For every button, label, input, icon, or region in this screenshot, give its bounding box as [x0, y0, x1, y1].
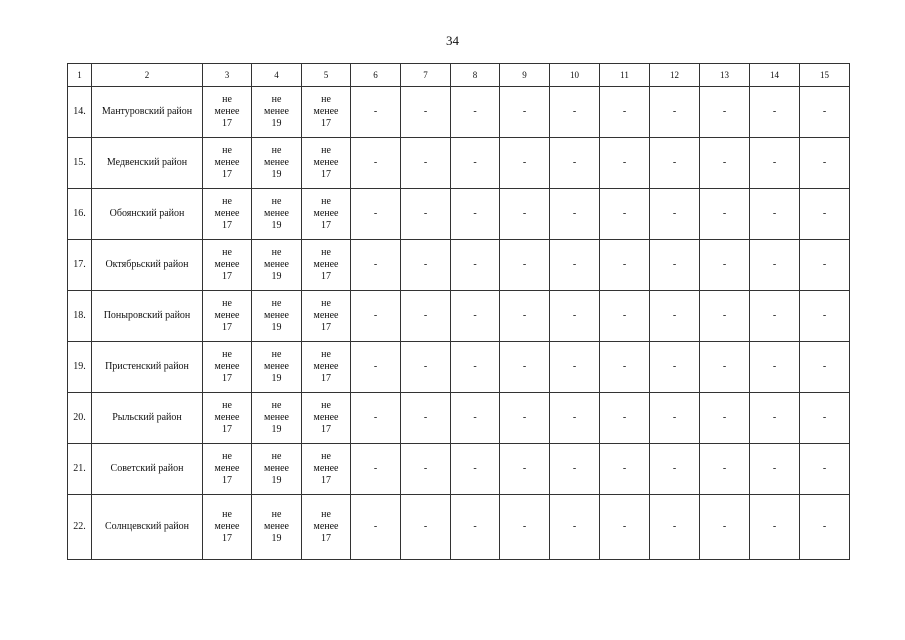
value-cell-c3: [203, 342, 252, 393]
empty-value-cell: -: [700, 393, 750, 444]
empty-value-cell: -: [600, 240, 650, 291]
value-line: менее: [214, 412, 240, 423]
empty-value-cell: -: [550, 495, 600, 560]
column-header-10: 10: [550, 64, 600, 87]
value-line: 17: [222, 533, 232, 544]
empty-value-cell: -: [700, 291, 750, 342]
page-number: 34: [446, 33, 459, 48]
value-line: не: [271, 509, 282, 520]
empty-value-cell: -: [750, 87, 800, 138]
value-line: не: [222, 247, 232, 258]
value-line: не: [222, 298, 232, 309]
empty-value-cell: -: [351, 495, 401, 560]
empty-value-cell: -: [351, 138, 401, 189]
table-row: [68, 138, 850, 189]
empty-value-cell: -: [351, 240, 401, 291]
value-line: не: [271, 349, 282, 360]
empty-value-cell: -: [351, 393, 401, 444]
empty-value-cell: -: [800, 495, 850, 560]
empty-value-cell: -: [750, 240, 800, 291]
empty-value-cell: -: [550, 189, 600, 240]
value-line: менее: [313, 157, 339, 168]
empty-value-cell: -: [500, 495, 550, 560]
empty-value-cell: -: [401, 138, 451, 189]
row-number: 14.: [68, 87, 92, 138]
empty-value-cell: -: [650, 342, 700, 393]
value-line: менее: [313, 208, 339, 219]
value-cell-c5: [302, 189, 351, 240]
empty-value-cell: -: [451, 189, 500, 240]
value-line: не: [271, 400, 282, 411]
empty-value-cell: -: [800, 240, 850, 291]
row-number: 19.: [68, 342, 92, 393]
value-line: 19: [271, 533, 282, 544]
value-line: менее: [313, 463, 339, 474]
value-cell-c3: [203, 240, 252, 291]
empty-value-cell: -: [600, 393, 650, 444]
table-row: [68, 393, 850, 444]
empty-value-cell: -: [750, 444, 800, 495]
column-header-15: 15: [800, 64, 850, 87]
empty-value-cell: -: [800, 291, 850, 342]
value-line: 19: [271, 475, 282, 486]
value-line: не: [222, 509, 232, 520]
value-line: менее: [214, 106, 240, 117]
empty-value-cell: -: [500, 291, 550, 342]
empty-value-cell: -: [800, 444, 850, 495]
empty-value-cell: -: [750, 138, 800, 189]
value-cell-c3: [203, 87, 252, 138]
empty-value-cell: -: [750, 291, 800, 342]
empty-value-cell: -: [500, 189, 550, 240]
value-line: не: [271, 196, 282, 207]
empty-value-cell: -: [451, 87, 500, 138]
empty-value-cell: -: [650, 189, 700, 240]
value-line: менее: [264, 463, 289, 474]
value-line: менее: [313, 361, 339, 372]
empty-value-cell: -: [351, 342, 401, 393]
empty-value-cell: -: [750, 495, 800, 560]
value-cell-c3: [203, 138, 252, 189]
value-cell-c4: [252, 444, 302, 495]
empty-value-cell: -: [500, 240, 550, 291]
empty-value-cell: -: [401, 240, 451, 291]
empty-value-cell: -: [351, 444, 401, 495]
value-cell-c5: [302, 393, 351, 444]
empty-value-cell: -: [600, 291, 650, 342]
empty-value-cell: -: [451, 495, 500, 560]
district-name: Октябрьский район: [92, 240, 203, 291]
value-line: менее: [264, 259, 289, 270]
value-line: 17: [321, 475, 331, 486]
value-line: не: [321, 298, 331, 309]
value-line: менее: [264, 106, 289, 117]
empty-value-cell: -: [550, 138, 600, 189]
value-line: 17: [321, 322, 331, 333]
value-cell-c3: [203, 495, 252, 560]
value-line: не: [321, 145, 331, 156]
value-line: 17: [222, 322, 232, 333]
district-name: Медвенский район: [92, 138, 203, 189]
value-line: менее: [214, 310, 240, 321]
table-row: [68, 342, 850, 393]
empty-value-cell: -: [800, 393, 850, 444]
table-row: [68, 444, 850, 495]
column-header-13: 13: [700, 64, 750, 87]
value-line: менее: [264, 412, 289, 423]
value-line: не: [271, 145, 282, 156]
value-line: не: [321, 451, 331, 462]
value-line: не: [222, 451, 232, 462]
value-line: менее: [264, 521, 289, 532]
column-header-4: 4: [252, 64, 302, 87]
column-header-14: 14: [750, 64, 800, 87]
empty-value-cell: -: [750, 189, 800, 240]
value-line: менее: [214, 361, 240, 372]
column-header-5: 5: [302, 64, 351, 87]
value-line: 19: [271, 169, 282, 180]
value-cell-c3: [203, 444, 252, 495]
empty-value-cell: -: [401, 393, 451, 444]
table-row: [68, 87, 850, 138]
empty-value-cell: -: [500, 87, 550, 138]
district-name: Рыльский район: [92, 393, 203, 444]
value-cell-c4: [252, 189, 302, 240]
value-line: не: [271, 451, 282, 462]
empty-value-cell: -: [401, 444, 451, 495]
district-table: [67, 63, 850, 560]
value-cell-c5: [302, 138, 351, 189]
value-line: менее: [313, 259, 339, 270]
empty-value-cell: -: [550, 291, 600, 342]
value-line: не: [321, 94, 331, 105]
district-name: Поныровский район: [92, 291, 203, 342]
empty-value-cell: -: [750, 342, 800, 393]
value-line: не: [222, 94, 232, 105]
value-cell-c4: [252, 495, 302, 560]
empty-value-cell: -: [700, 495, 750, 560]
table-row: [68, 495, 850, 560]
empty-value-cell: -: [650, 393, 700, 444]
value-line: не: [321, 349, 331, 360]
row-number: 22.: [68, 495, 92, 560]
empty-value-cell: -: [401, 189, 451, 240]
empty-value-cell: -: [600, 87, 650, 138]
empty-value-cell: -: [401, 495, 451, 560]
value-line: 19: [271, 271, 282, 282]
empty-value-cell: -: [600, 342, 650, 393]
empty-value-cell: -: [550, 87, 600, 138]
empty-value-cell: -: [351, 87, 401, 138]
empty-value-cell: -: [700, 87, 750, 138]
empty-value-cell: -: [600, 189, 650, 240]
table-row: [68, 291, 850, 342]
value-line: 17: [321, 533, 331, 544]
value-line: менее: [214, 208, 240, 219]
value-line: не: [271, 94, 282, 105]
column-header-8: 8: [451, 64, 500, 87]
column-header-6: 6: [351, 64, 401, 87]
district-name: Советский район: [92, 444, 203, 495]
empty-value-cell: -: [600, 444, 650, 495]
empty-value-cell: -: [650, 138, 700, 189]
value-line: не: [321, 196, 331, 207]
row-number: 21.: [68, 444, 92, 495]
column-header-11: 11: [600, 64, 650, 87]
value-line: менее: [214, 463, 240, 474]
value-line: 17: [222, 169, 232, 180]
row-number: 17.: [68, 240, 92, 291]
value-line: не: [271, 247, 282, 258]
value-line: менее: [313, 106, 339, 117]
value-line: 17: [321, 118, 331, 129]
value-line: 17: [222, 475, 232, 486]
value-cell-c3: [203, 291, 252, 342]
empty-value-cell: -: [700, 189, 750, 240]
value-line: 17: [222, 118, 232, 129]
empty-value-cell: -: [600, 138, 650, 189]
empty-value-cell: -: [650, 240, 700, 291]
value-line: 17: [222, 424, 232, 435]
empty-value-cell: -: [550, 240, 600, 291]
column-header-2: 2: [92, 64, 203, 87]
value-line: не: [222, 400, 232, 411]
row-number: 16.: [68, 189, 92, 240]
table-row: [68, 240, 850, 291]
empty-value-cell: -: [500, 138, 550, 189]
row-number: 20.: [68, 393, 92, 444]
value-cell-c5: [302, 342, 351, 393]
column-header-1: 1: [68, 64, 92, 87]
value-line: 19: [271, 118, 282, 129]
value-cell-c5: [302, 240, 351, 291]
value-cell-c4: [252, 291, 302, 342]
row-number: 18.: [68, 291, 92, 342]
column-header-7: 7: [401, 64, 451, 87]
value-line: 17: [321, 373, 331, 384]
district-name: Мантуровский район: [92, 87, 203, 138]
empty-value-cell: -: [800, 87, 850, 138]
value-line: 19: [271, 322, 282, 333]
empty-value-cell: -: [500, 342, 550, 393]
empty-value-cell: -: [650, 87, 700, 138]
empty-value-cell: -: [401, 87, 451, 138]
value-line: менее: [214, 157, 240, 168]
value-line: менее: [214, 521, 240, 532]
district-name: Обоянский район: [92, 189, 203, 240]
value-line: 19: [271, 373, 282, 384]
empty-value-cell: -: [451, 291, 500, 342]
value-line: менее: [264, 361, 289, 372]
empty-value-cell: -: [351, 291, 401, 342]
value-line: не: [271, 298, 282, 309]
empty-value-cell: -: [700, 138, 750, 189]
empty-value-cell: -: [650, 291, 700, 342]
value-cell-c3: [203, 189, 252, 240]
row-number: 15.: [68, 138, 92, 189]
value-line: менее: [313, 521, 339, 532]
value-line: 17: [222, 271, 232, 282]
value-line: не: [321, 400, 331, 411]
value-cell-c5: [302, 444, 351, 495]
empty-value-cell: -: [451, 138, 500, 189]
value-cell-c4: [252, 342, 302, 393]
column-header-3: 3: [203, 64, 252, 87]
empty-value-cell: -: [600, 495, 650, 560]
value-line: не: [321, 509, 331, 520]
empty-value-cell: -: [451, 240, 500, 291]
value-cell-c4: [252, 240, 302, 291]
district-name: Солнцевский район: [92, 495, 203, 560]
value-line: менее: [264, 157, 289, 168]
table-header-row: [68, 64, 850, 87]
empty-value-cell: -: [451, 393, 500, 444]
value-line: 17: [321, 424, 331, 435]
empty-value-cell: -: [550, 342, 600, 393]
value-line: 17: [321, 169, 331, 180]
empty-value-cell: -: [800, 189, 850, 240]
value-line: менее: [264, 310, 289, 321]
value-cell-c5: [302, 291, 351, 342]
value-cell-c4: [252, 393, 302, 444]
column-header-9: 9: [500, 64, 550, 87]
empty-value-cell: -: [700, 444, 750, 495]
value-line: 17: [222, 220, 232, 231]
value-line: 17: [222, 373, 232, 384]
empty-value-cell: -: [401, 342, 451, 393]
value-line: не: [222, 349, 232, 360]
empty-value-cell: -: [650, 495, 700, 560]
value-cell-c5: [302, 87, 351, 138]
empty-value-cell: -: [650, 444, 700, 495]
empty-value-cell: -: [401, 291, 451, 342]
district-name: Пристенский район: [92, 342, 203, 393]
empty-value-cell: -: [451, 444, 500, 495]
empty-value-cell: -: [500, 393, 550, 444]
empty-value-cell: -: [351, 189, 401, 240]
empty-value-cell: -: [550, 444, 600, 495]
empty-value-cell: -: [750, 393, 800, 444]
value-line: не: [321, 247, 331, 258]
value-cell-c4: [252, 87, 302, 138]
empty-value-cell: -: [500, 444, 550, 495]
value-line: не: [222, 196, 232, 207]
value-line: не: [222, 145, 232, 156]
empty-value-cell: -: [550, 393, 600, 444]
value-line: 19: [271, 424, 282, 435]
empty-value-cell: -: [700, 342, 750, 393]
value-line: 17: [321, 271, 331, 282]
value-line: 19: [271, 220, 282, 231]
value-line: менее: [313, 310, 339, 321]
value-line: менее: [264, 208, 289, 219]
value-line: менее: [313, 412, 339, 423]
empty-value-cell: -: [700, 240, 750, 291]
table-row: [68, 189, 850, 240]
empty-value-cell: -: [800, 138, 850, 189]
empty-value-cell: -: [800, 342, 850, 393]
value-cell-c3: [203, 393, 252, 444]
empty-value-cell: -: [451, 342, 500, 393]
value-cell-c4: [252, 138, 302, 189]
value-cell-c5: [302, 495, 351, 560]
value-line: 17: [321, 220, 331, 231]
value-line: менее: [214, 259, 240, 270]
column-header-12: 12: [650, 64, 700, 87]
